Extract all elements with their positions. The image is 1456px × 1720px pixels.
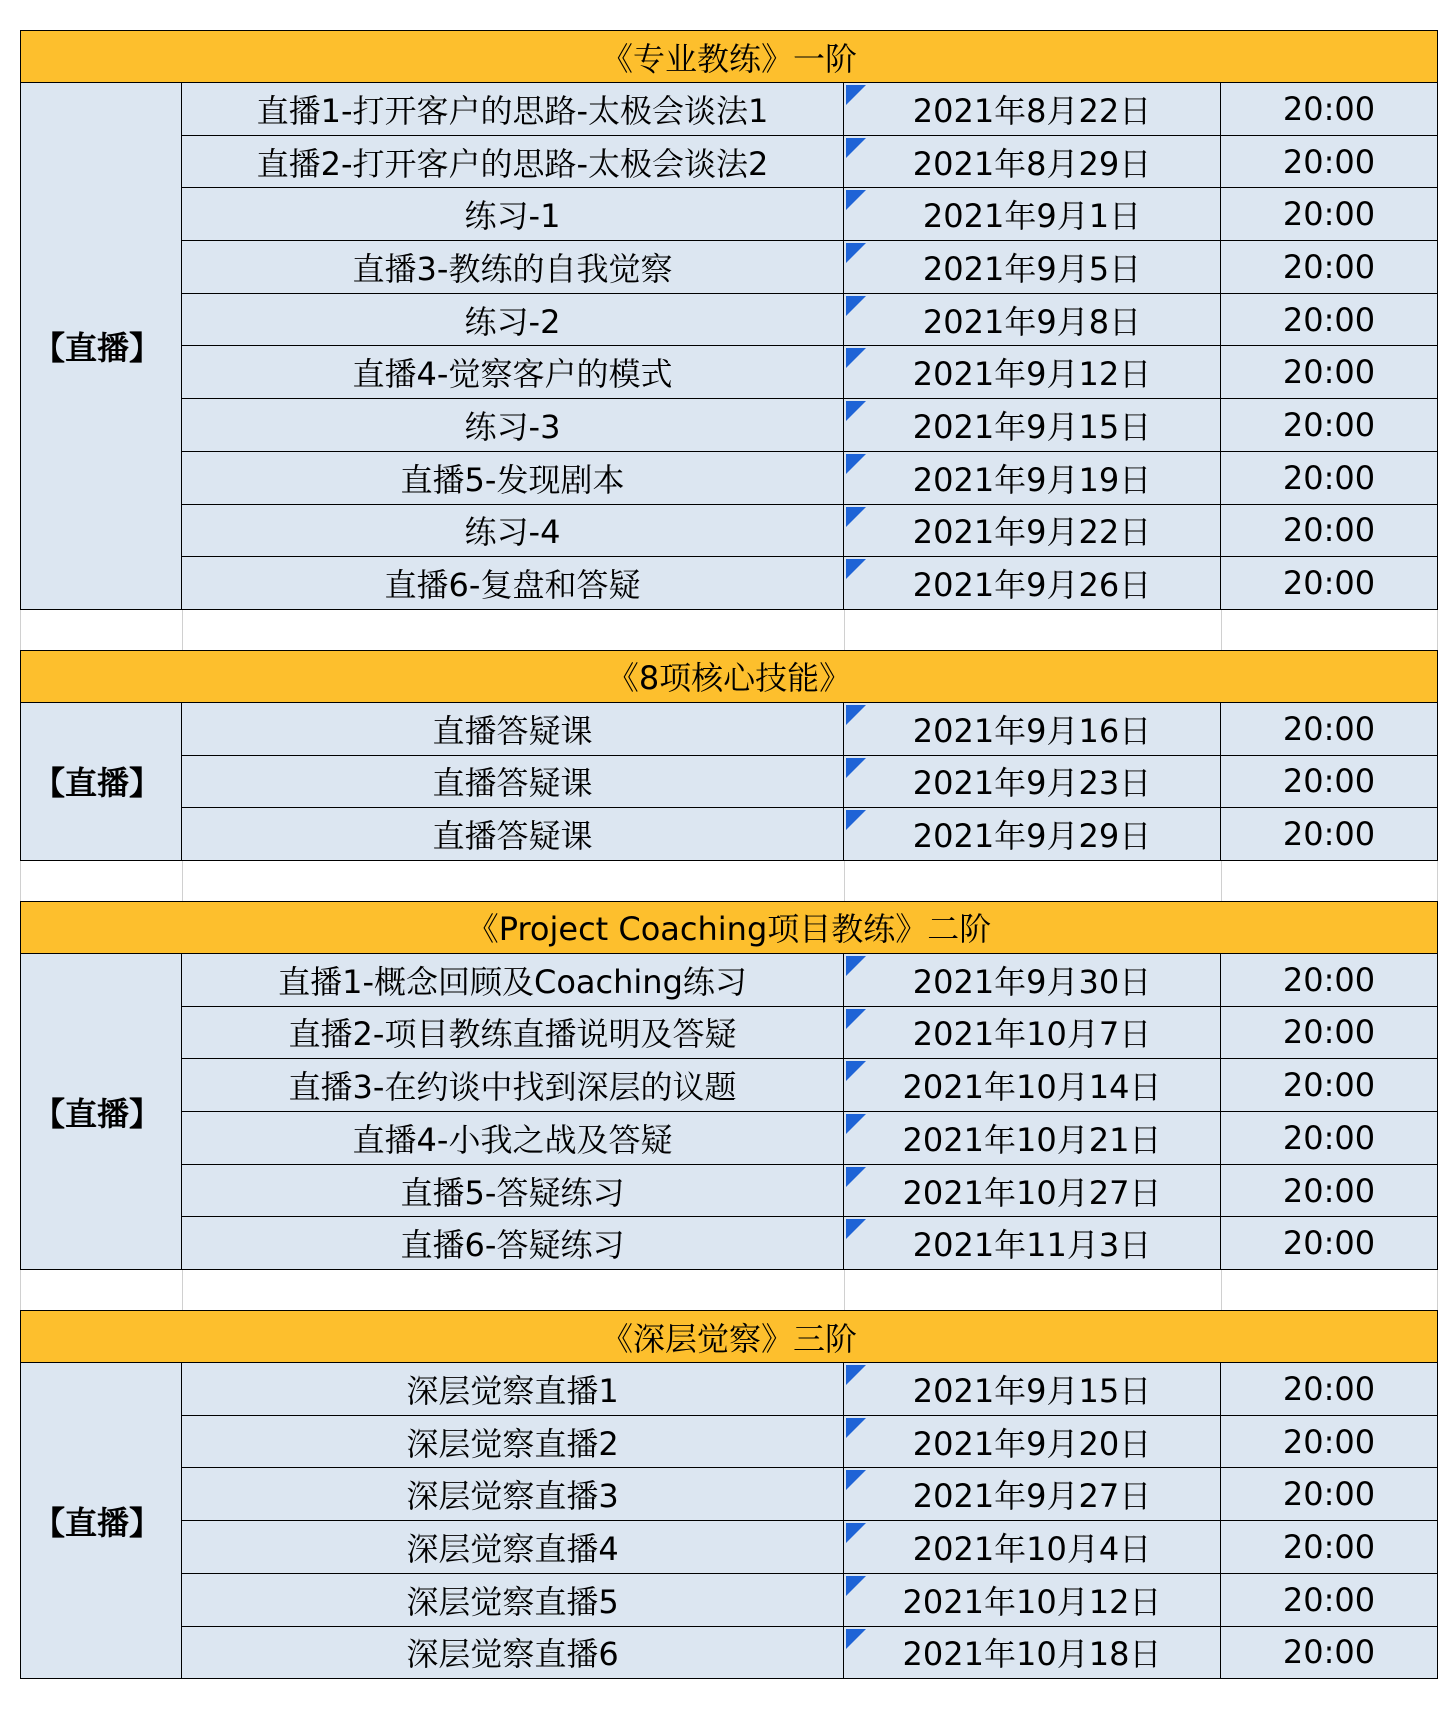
session-row (182, 1363, 1437, 1416)
session-name-cell[interactable]: 直播4-小我之战及答疑 (182, 1112, 844, 1164)
session-name-cell[interactable]: 直播1-打开客户的思路-太极会谈法1 (182, 83, 844, 135)
session-date-text: 2021年9月15日 (912, 407, 1152, 446)
session-date-cell[interactable] (844, 1165, 1221, 1217)
session-row (182, 1468, 1437, 1521)
empty-cell[interactable] (21, 1270, 183, 1310)
type-label-cell[interactable]: 【直播】 (21, 83, 182, 610)
session-date-text: 2021年11月3日 (912, 1226, 1152, 1265)
session-list (182, 83, 1437, 610)
session-date-text: 2021年9月27日 (912, 1477, 1152, 1516)
session-date-cell[interactable] (844, 1574, 1221, 1626)
empty-cell[interactable] (21, 610, 183, 650)
session-date-text: 2021年10月7日 (912, 1015, 1152, 1054)
session-time-cell[interactable]: 20:00 (1282, 511, 1376, 550)
session-date-cell[interactable] (844, 1217, 1221, 1269)
session-time-cell[interactable]: 20:00 (1282, 815, 1376, 854)
section-body (20, 83, 1438, 610)
session-row (182, 557, 1437, 610)
session-name-cell[interactable]: 直播3-在约谈中找到深层的议题 (182, 1059, 844, 1111)
session-date-cell[interactable] (844, 136, 1221, 188)
comment-marker-icon (846, 1009, 866, 1029)
session-time-cell[interactable]: 20:00 (1282, 564, 1376, 603)
session-date-text: 2021年10月4日 (912, 1529, 1152, 1568)
session-row (182, 136, 1437, 189)
session-date-text: 2021年9月1日 (922, 197, 1142, 236)
comment-marker-icon (846, 1629, 866, 1649)
empty-cell[interactable] (845, 1270, 1222, 1310)
comment-marker-icon (846, 454, 866, 474)
session-date-cell[interactable] (844, 703, 1221, 755)
session-name-cell[interactable]: 直播3-教练的自我觉察 (182, 241, 844, 293)
session-name-cell[interactable]: 深层觉察直播6 (182, 1627, 844, 1679)
session-date-text: 2021年9月8日 (922, 302, 1142, 341)
session-date-text: 2021年9月16日 (912, 711, 1152, 750)
session-row (182, 1627, 1437, 1680)
session-name-cell[interactable]: 直播4-觉察客户的模式 (182, 346, 844, 398)
empty-cell[interactable] (1222, 1270, 1437, 1310)
session-row (182, 83, 1437, 136)
session-date-text: 2021年10月21日 (902, 1120, 1162, 1159)
session-list (182, 1363, 1437, 1679)
session-name-cell[interactable]: 直播2-项目教练直播说明及答疑 (182, 1007, 844, 1059)
comment-marker-icon (846, 705, 866, 725)
session-date-cell[interactable] (844, 241, 1221, 293)
section-title[interactable]: 《深层觉察》三阶 (20, 1311, 1438, 1363)
session-row (182, 452, 1437, 505)
empty-spacer-row (20, 861, 1438, 901)
session-date-text: 2021年9月5日 (922, 249, 1142, 288)
comment-marker-icon (846, 1523, 866, 1543)
session-row (182, 1521, 1437, 1574)
session-date-cell[interactable] (844, 188, 1221, 240)
session-time-cell[interactable]: 20:00 (1282, 1013, 1376, 1052)
session-row (182, 1416, 1437, 1469)
session-time-cell[interactable]: 20:00 (1282, 1171, 1376, 1210)
session-time-cell[interactable]: 20:00 (1282, 89, 1376, 128)
session-time-cell[interactable]: 20:00 (1282, 1066, 1376, 1105)
comment-marker-icon (846, 296, 866, 316)
session-row (182, 346, 1437, 399)
session-date-text: 2021年9月26日 (912, 566, 1152, 605)
session-name-cell[interactable]: 直播答疑课 (182, 703, 844, 755)
empty-cell[interactable] (1222, 861, 1437, 901)
session-time-cell[interactable]: 20:00 (1282, 405, 1376, 444)
session-name-cell[interactable]: 直播答疑课 (182, 756, 844, 808)
empty-spacer-row (20, 1270, 1438, 1310)
empty-cell[interactable] (183, 1270, 845, 1310)
session-time-cell[interactable]: 20:00 (1282, 1475, 1376, 1514)
session-time-cell[interactable]: 20:00 (1282, 458, 1376, 497)
empty-cell[interactable] (845, 610, 1222, 650)
section-body (20, 954, 1438, 1270)
session-date-cell[interactable] (844, 294, 1221, 346)
session-row (182, 808, 1437, 861)
section-title[interactable]: 《8项核心技能》 (20, 651, 1438, 703)
empty-cell[interactable] (183, 861, 845, 901)
comment-marker-icon (846, 507, 866, 527)
session-row (182, 294, 1437, 347)
session-date-text: 2021年9月20日 (912, 1424, 1152, 1463)
comment-marker-icon (846, 1365, 866, 1385)
session-date-text: 2021年10月12日 (902, 1582, 1162, 1621)
session-row (182, 188, 1437, 241)
session-date-text: 2021年9月19日 (912, 460, 1152, 499)
session-name-cell[interactable]: 直播答疑课 (182, 808, 844, 860)
session-date-text: 2021年10月27日 (902, 1173, 1162, 1212)
comment-marker-icon (846, 401, 866, 421)
comment-marker-icon (846, 758, 866, 778)
session-date-cell[interactable] (844, 505, 1221, 557)
session-time-cell[interactable]: 20:00 (1282, 1224, 1376, 1263)
empty-spacer-row (20, 610, 1438, 650)
session-row (182, 1059, 1437, 1112)
session-row (182, 1165, 1437, 1218)
comment-marker-icon (846, 1061, 866, 1081)
session-name-cell[interactable]: 深层觉察直播4 (182, 1521, 844, 1573)
session-time-cell[interactable]: 20:00 (1282, 1369, 1376, 1408)
session-name-cell[interactable]: 深层觉察直播2 (182, 1416, 844, 1468)
comment-marker-icon (846, 559, 866, 579)
session-row (182, 241, 1437, 294)
session-time-cell[interactable]: 20:00 (1282, 1580, 1376, 1619)
session-date-cell[interactable] (844, 756, 1221, 808)
session-name-cell[interactable]: 直播5-答疑练习 (182, 1165, 844, 1217)
session-date-text: 2021年9月30日 (912, 962, 1152, 1001)
session-date-text: 2021年10月14日 (902, 1068, 1162, 1107)
session-row (182, 1217, 1437, 1270)
session-row (182, 1112, 1437, 1165)
session-time-cell[interactable]: 20:00 (1282, 762, 1376, 801)
session-date-cell[interactable] (844, 1521, 1221, 1573)
session-date-text: 2021年8月22日 (912, 91, 1152, 130)
session-name-cell[interactable]: 练习-1 (182, 188, 844, 240)
section-title[interactable]: 《专业教练》一阶 (20, 31, 1438, 83)
schedule-section (20, 30, 1438, 610)
schedule-section (20, 1310, 1438, 1679)
session-date-text: 2021年8月29日 (912, 144, 1152, 183)
session-date-cell[interactable] (844, 1416, 1221, 1468)
session-row (182, 1007, 1437, 1060)
empty-cell[interactable] (21, 861, 183, 901)
session-date-text: 2021年9月23日 (912, 764, 1152, 803)
session-time-cell[interactable]: 20:00 (1282, 353, 1376, 392)
session-name-cell[interactable]: 直播6-复盘和答疑 (182, 557, 844, 609)
session-date-text: 2021年9月29日 (912, 817, 1152, 856)
empty-cell[interactable] (845, 861, 1222, 901)
session-date-cell[interactable] (844, 346, 1221, 398)
session-name-cell[interactable]: 直播6-答疑练习 (182, 1217, 844, 1269)
comment-marker-icon (846, 85, 866, 105)
session-time-cell[interactable]: 20:00 (1282, 960, 1376, 999)
session-row (182, 703, 1437, 756)
session-date-cell[interactable] (844, 1627, 1221, 1679)
session-time-cell[interactable]: 20:00 (1282, 195, 1376, 234)
session-date-text: 2021年10月18日 (902, 1635, 1162, 1674)
session-row (182, 505, 1437, 558)
session-name-cell[interactable]: 练习-3 (182, 399, 844, 451)
session-date-cell[interactable] (844, 557, 1221, 609)
session-date-cell[interactable] (844, 1059, 1221, 1111)
session-date-text: 2021年9月12日 (912, 355, 1152, 394)
section-body (20, 703, 1438, 861)
comment-marker-icon (846, 190, 866, 210)
comment-marker-icon (846, 1167, 866, 1187)
session-list (182, 703, 1437, 861)
session-time-cell[interactable]: 20:00 (1282, 247, 1376, 286)
session-date-cell[interactable] (844, 399, 1221, 451)
session-name-cell[interactable]: 练习-4 (182, 505, 844, 557)
session-time-cell[interactable]: 20:00 (1282, 300, 1376, 339)
session-row (182, 756, 1437, 809)
session-name-cell[interactable]: 练习-2 (182, 294, 844, 346)
session-name-cell[interactable]: 直播2-打开客户的思路-太极会谈法2 (182, 136, 844, 188)
comment-marker-icon (846, 1114, 866, 1134)
session-date-cell[interactable] (844, 1468, 1221, 1520)
comment-marker-icon (846, 1470, 866, 1490)
comment-marker-icon (846, 243, 866, 263)
type-label-cell[interactable]: 【直播】 (21, 703, 182, 861)
session-list (182, 954, 1437, 1270)
comment-marker-icon (846, 348, 866, 368)
session-time-cell[interactable]: 20:00 (1282, 1633, 1376, 1672)
session-time-cell[interactable]: 20:00 (1282, 1422, 1376, 1461)
comment-marker-icon (846, 1418, 866, 1438)
session-row (182, 1574, 1437, 1627)
comment-marker-icon (846, 810, 866, 830)
session-name-cell[interactable]: 直播5-发现剧本 (182, 452, 844, 504)
session-date-cell[interactable] (844, 452, 1221, 504)
comment-marker-icon (846, 1576, 866, 1596)
comment-marker-icon (846, 1219, 866, 1239)
section-title[interactable]: 《Project Coaching项目教练》二阶 (20, 902, 1438, 954)
session-name-cell[interactable]: 深层觉察直播5 (182, 1574, 844, 1626)
session-row (182, 954, 1437, 1007)
type-label-cell[interactable]: 【直播】 (21, 1363, 182, 1679)
session-name-cell[interactable]: 直播1-概念回顾及Coaching练习 (182, 954, 844, 1006)
session-time-cell[interactable]: 20:00 (1282, 1527, 1376, 1566)
session-name-cell[interactable]: 深层觉察直播3 (182, 1468, 844, 1520)
empty-cell[interactable] (183, 610, 845, 650)
empty-cell[interactable] (1222, 610, 1437, 650)
session-date-text: 2021年9月22日 (912, 513, 1152, 552)
session-time-cell[interactable]: 20:00 (1282, 142, 1376, 181)
type-label-cell[interactable]: 【直播】 (21, 954, 182, 1270)
comment-marker-icon (846, 956, 866, 976)
schedule-sheet (20, 30, 1438, 1679)
session-date-cell[interactable] (844, 1007, 1221, 1059)
section-body (20, 1363, 1438, 1679)
session-date-cell[interactable] (844, 808, 1221, 860)
session-date-cell[interactable] (844, 83, 1221, 135)
session-date-cell[interactable] (844, 1363, 1221, 1415)
schedule-section (20, 650, 1438, 861)
session-time-cell[interactable]: 20:00 (1282, 709, 1376, 748)
session-name-cell[interactable]: 深层觉察直播1 (182, 1363, 844, 1415)
schedule-section (20, 901, 1438, 1270)
comment-marker-icon (846, 138, 866, 158)
session-date-text: 2021年9月15日 (912, 1371, 1152, 1410)
session-time-cell[interactable]: 20:00 (1282, 1118, 1376, 1157)
session-date-cell[interactable] (844, 1112, 1221, 1164)
session-date-cell[interactable] (844, 954, 1221, 1006)
session-row (182, 399, 1437, 452)
